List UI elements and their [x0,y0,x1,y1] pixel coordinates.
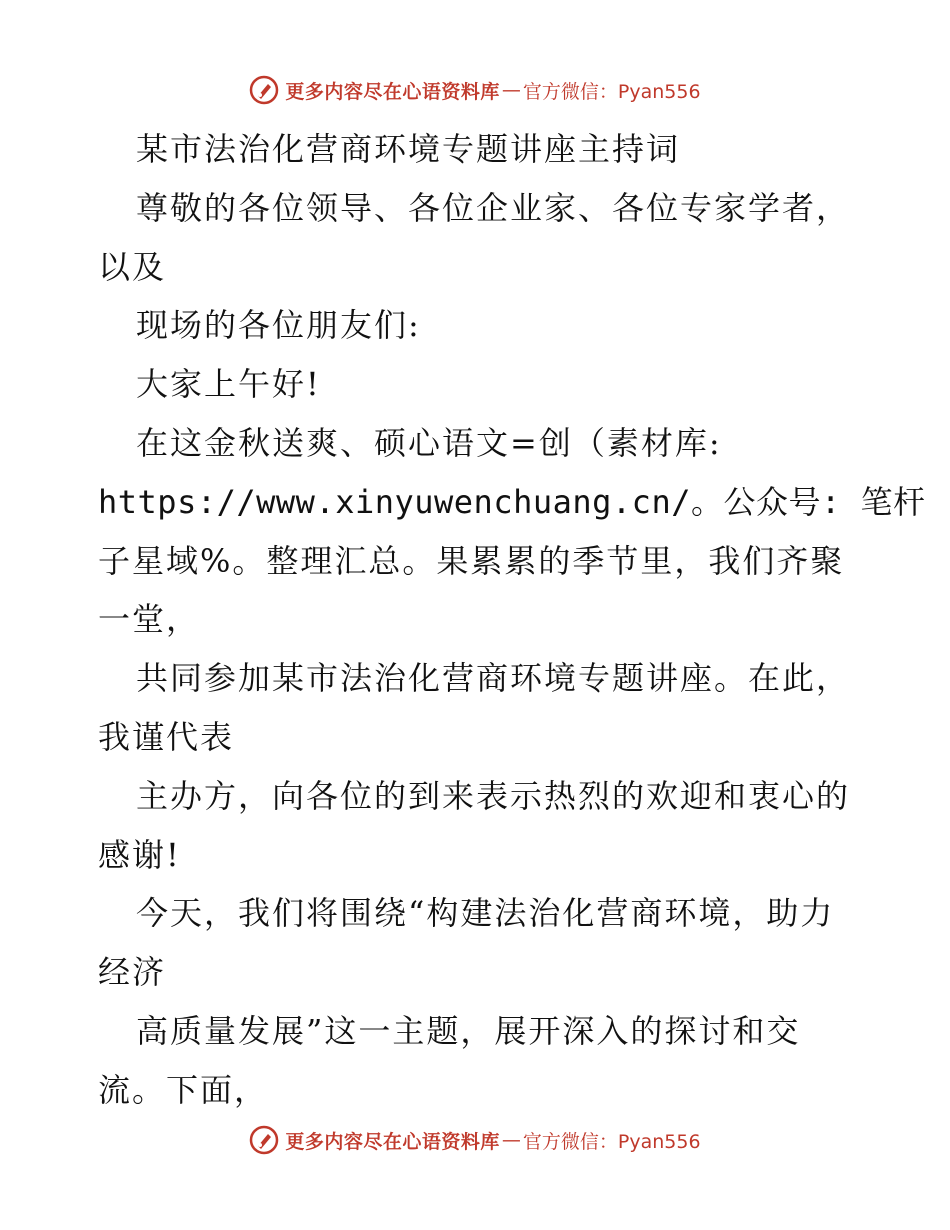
watermark-brand-text: 更多内容尽在心语资料库 [285,1130,500,1153]
paragraph-line: 尊敬的各位领导、各位企业家、各位专家学者， [136,188,851,227]
paragraph-line: 经济 [98,953,167,992]
paragraph-line: 子星域%。整理汇总。果累累的季节里，我们齐聚 [98,541,845,580]
paragraph-line: 现场的各位朋友们: [136,306,421,345]
paragraph-line: 高质量发展”这一主题，展开深入的探讨和交 [136,1011,801,1050]
pen-nib-logo-icon [249,75,279,105]
paragraph-line: 以及 [98,247,167,286]
watermark-wechat-text: 官方微信：Pyan556 [522,80,701,103]
paragraph-line: 流。下面， [98,1070,269,1109]
watermark-wechat-text: 官方微信：Pyan556 [522,1130,701,1153]
paragraph-line: 我谨代表 [98,717,235,756]
document-body [98,120,926,1120]
paragraph-line: 今天，我们将围绕“构建法治化营商环境，助力 [136,894,835,933]
paragraph-line: 在这金秋送爽、硕心语文=创（素材库: [136,423,722,462]
watermark-footer [0,1120,950,1160]
watermark-dash: — [501,79,521,101]
paragraph-line: 感谢! [98,835,181,874]
paragraph-line: 主办方，向各位的到来表示热烈的欢迎和衷心的 [136,776,851,815]
paragraph-line: 大家上午好! [136,365,321,404]
watermark-dash: — [501,1129,521,1151]
watermark-brand-text: 更多内容尽在心语资料库 [285,80,500,103]
pen-nib-logo-icon [249,1125,279,1155]
paragraph-line-url: https://www.xinyuwenchuang.cn/。公众号: 笔杆 [98,482,926,521]
document-title: 某市法治化营商环境专题讲座主持词 [136,130,681,168]
watermark-header [0,70,950,110]
paragraph-line: 一堂， [98,600,201,639]
paragraph-line: 共同参加某市法治化营商环境专题讲座。在此， [136,659,851,698]
